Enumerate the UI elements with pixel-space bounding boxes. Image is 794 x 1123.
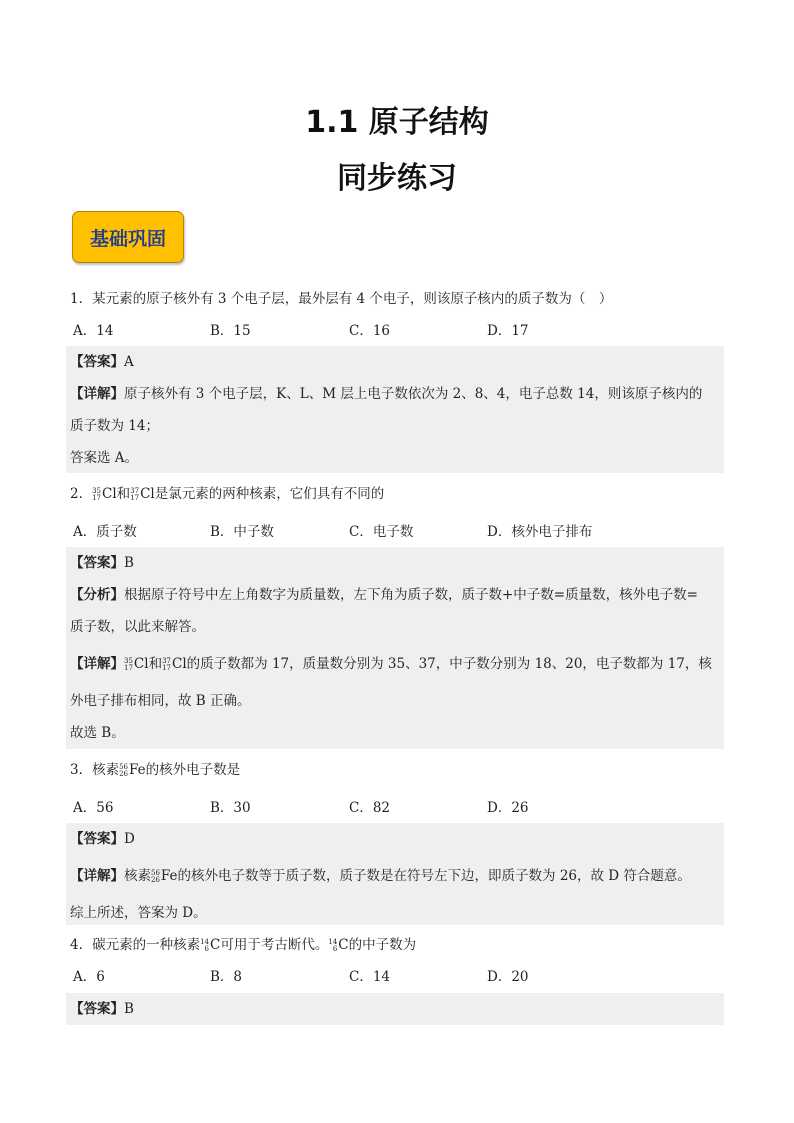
isotope-cl-35: 35 17 Cl bbox=[124, 656, 149, 672]
question-4-stem: 4．碳元素的一种核素 14 6 C可用于考古断代。 14 6 C的中子数为 bbox=[70, 937, 417, 953]
q2-analysis-line1: 【分析】根据原子符号中左上角数字为质量数，左下角为质子数，质子数+中子数=质量数，核外电子数= bbox=[70, 587, 698, 603]
isotope-fe-56: 56 26 Fe bbox=[151, 868, 178, 884]
q3-option-d: D．26 bbox=[487, 800, 529, 816]
q3-option-b: B．30 bbox=[210, 800, 251, 816]
isotope-c-14: 14 6 C bbox=[200, 937, 221, 953]
q4-option-b: B．8 bbox=[210, 969, 243, 985]
q4-option-c: C．14 bbox=[349, 969, 391, 985]
section-badge-label: 基础巩固 bbox=[89, 227, 166, 250]
isotope-c-14: 14 6 C bbox=[328, 937, 349, 953]
q1-conclusion: 答案选 A。 bbox=[70, 450, 139, 466]
isotope-cl-35: 35 17 Cl bbox=[92, 486, 117, 502]
isotope-cl-37: 37 17 Cl bbox=[162, 656, 187, 672]
q2-option-b: B．中子数 bbox=[210, 524, 274, 540]
isotope-fe-56: 56 26 Fe bbox=[119, 762, 146, 778]
q1-answer: 【答案】A bbox=[70, 354, 134, 370]
isotope-cl-37: 37 17 Cl bbox=[130, 486, 155, 502]
q1-detail-line1: 【详解】原子核外有 3 个电子层，K、L、M 层上电子数依次为 2、8、4，电子总数 14，则该原子核内的 bbox=[70, 386, 703, 402]
q1-solution-block bbox=[66, 346, 724, 473]
q4-option-a: A．6 bbox=[73, 969, 105, 985]
section-badge bbox=[72, 211, 184, 263]
q1-option-d: D．17 bbox=[487, 323, 529, 339]
q4-option-d: D．20 bbox=[487, 969, 529, 985]
q3-detail: 【详解】核素 56 26 Fe的核外电子数等于质子数，质子数是在符号左下边，即质子数为 26，故 D 符合题意。 bbox=[70, 868, 691, 884]
page-title: 1.1 原子结构 bbox=[305, 105, 489, 140]
q3-conclusion: 综上所述，答案为 D。 bbox=[70, 905, 207, 921]
q2-solution-block bbox=[66, 547, 724, 749]
page-subtitle: 同步练习 bbox=[337, 161, 457, 196]
q2-option-a: A．质子数 bbox=[73, 524, 137, 540]
q2-detail-line2: 外电子排布相同，故 B 正确。 bbox=[70, 693, 251, 709]
question-1-stem: 1．某元素的原子核外有 3 个电子层，最外层有 4 个电子，则该原子核内的质子数为（ ） bbox=[70, 291, 613, 307]
q1-option-a: A．14 bbox=[73, 323, 114, 339]
question-3-stem: 3．核素 56 26 Fe的核外电子数是 bbox=[70, 762, 241, 778]
q1-option-b: B．15 bbox=[210, 323, 251, 339]
question-2-stem: 2． 35 17 Cl和 37 17 Cl是氯元素的两种核素，它们具有不同的 bbox=[70, 486, 385, 502]
q2-answer: 【答案】B bbox=[70, 555, 134, 571]
q2-option-d: D．核外电子排布 bbox=[487, 524, 593, 540]
q1-option-c: C．16 bbox=[349, 323, 391, 339]
q2-conclusion: 故选 B。 bbox=[70, 725, 125, 741]
q2-detail-line1: 【详解】 35 17 Cl和 37 17 Cl的质子数都为 17，质量数分别为 35、37，中子数分别为 18、20，电子数都为 17，核 bbox=[70, 656, 712, 672]
q1-detail-line2: 质子数为 14； bbox=[70, 418, 159, 434]
q3-option-c: C．82 bbox=[349, 800, 391, 816]
q3-answer: 【答案】D bbox=[70, 831, 135, 847]
q4-answer: 【答案】B bbox=[70, 1001, 134, 1017]
q2-option-c: C．电子数 bbox=[349, 524, 414, 540]
q2-analysis-line2: 质子数，以此来解答。 bbox=[70, 619, 205, 635]
q3-option-a: A．56 bbox=[73, 800, 114, 816]
q4-solution-block bbox=[66, 993, 724, 1025]
